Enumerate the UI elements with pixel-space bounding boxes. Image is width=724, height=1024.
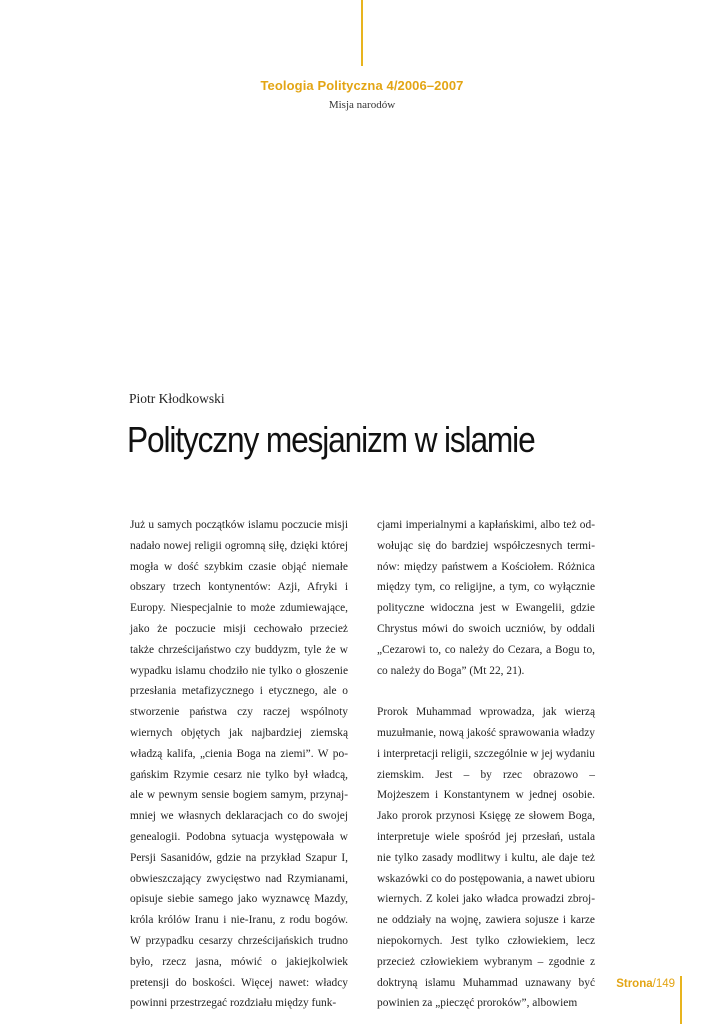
- paragraph: Już u samych początków islamu poczucie misji nadało nowej religii ogromną siłę, dzięki której mogła w dość szybkim czasie objąć niemałe obszary trzech kontynentów: Azji, Afryki i Europy. Niespecjalnie to może zdumiewające, jako że poczucie misji cechowało przecież także chrześcijaństwo czy buddyzm, tyle że w wypadku islamu chodziło nie tylko o głoszenie przesłania metafizycznego i etycznego, ale o stworzenie państwa czy raczej wspólnoty wiernych objętych jak najbardziej ziemską władzą kalifa, „cienia Boga na ziemi”. W pogańskim Rzymie cesarz nie tylko był władcą, ale w pewnym sensie bogiem samym, przynajmniej we własnych deklaracjach co do swojej genealogii. Podobna sytuacja występowała w Persji Sasanidów, gdzie na przykład Szapur I, obwieszczający zwycięstwo nad Rzymianami, opisuje siebie samego jako wyznawcę Mazdy, króla królów Iranu i nie-Iranu, z rodu bogów. W przypadku cesarzy chrześcijańskich trudno było, rzecz jasna, mówić o jakiejkolwiek pretensji do boskości. Więcej nawet: władcy powinni przestrzegać rozdziału między funk-: [130, 519, 348, 1010]
- paragraph: cjami imperialnymi a kapłańskimi, albo też odwołując się do bardziej współczesnych terminów: między państwem a Kościołem. Różnica między tym, co religijne, a tym, co wyłącznie polityczne widoczna jest w Ewangelii, gdzie Chrystus mówi do swoich uczniów, by oddali „Cezarowi to, co należy do Cezara, a Bogu to, co należy do Boga” (Mt 22, 21).: [377, 519, 595, 677]
- footer-separator: /: [652, 978, 656, 990]
- journal-title: Teologia Polityczna 4/2006–2007: [260, 78, 464, 93]
- paragraph: Prorok Muhammad wprowadza, jak wierzą muzułmanie, nową jakość sprawowania władzy i interpretacji religii, szczególnie w jej wydaniu ziemskim. Jest – by rzec obrazowo – Mojżeszem i Konstantynem w jednej osobie. Jako prorok przynosi Księgę ze słowem Boga, interpretuje wiele spośród jej przesłań, ustala nie tylko zasady modlitwy i kultu, ale daje też wskazówki co do postępowania, a nawet ubioru wiernych. Z kolei jako władca prowadzi zbrojne oddziały na wojnę, zawiera sojusze i karze niepokornych. Jest tylko człowiekiem, lecz przecież człowiekiem wybranym – zgodnie z doktryną islamu Muhammad uznawany być powinien za „pieczęć proroków”, albowiem: [377, 706, 595, 1010]
- article-title: Polityczny mesjanizm w islamie: [127, 419, 535, 460]
- page-number: 149: [655, 978, 675, 990]
- text-column-left: [130, 515, 348, 1014]
- top-divider-line: [361, 0, 363, 66]
- text-column-right: [377, 515, 595, 1014]
- section-name: Misja narodów: [328, 99, 396, 111]
- bottom-divider-line: [680, 976, 682, 1024]
- footer-label: Strona: [616, 978, 653, 990]
- article-author: Piotr Kłodkowski: [129, 391, 225, 406]
- page-footer: [616, 978, 675, 990]
